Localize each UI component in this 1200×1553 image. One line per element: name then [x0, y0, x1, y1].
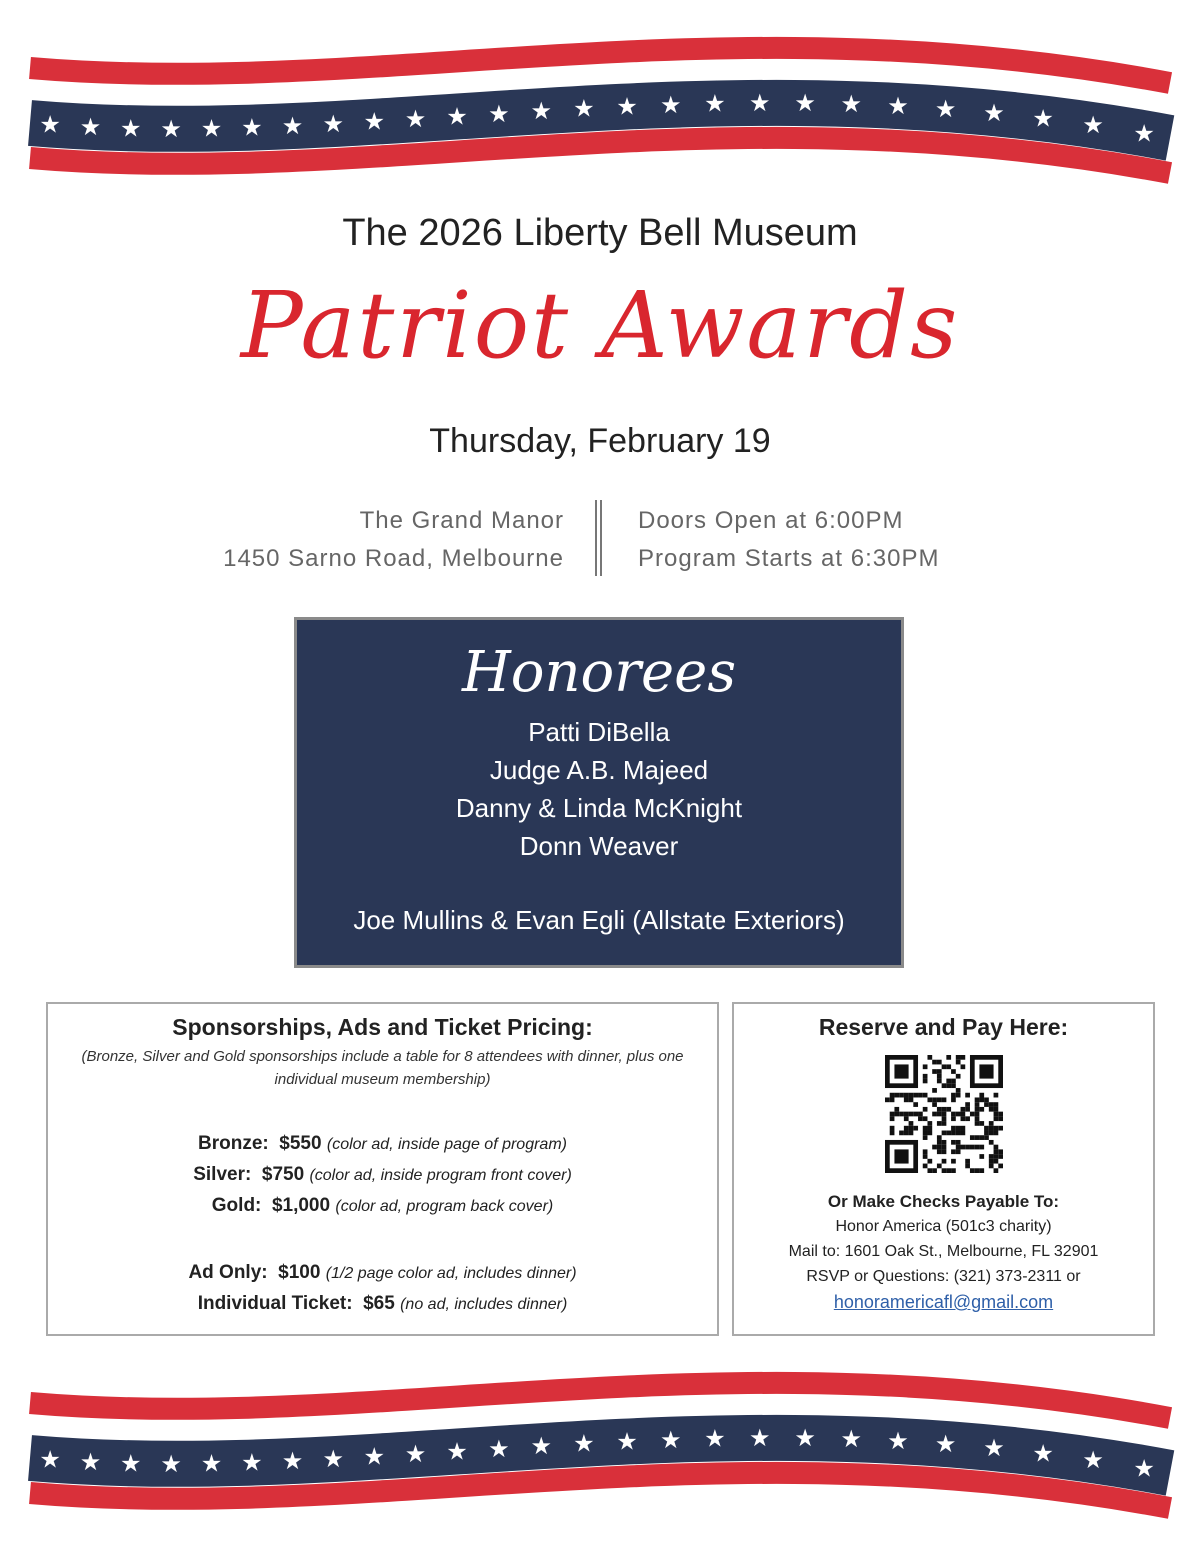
star-icon: ★: [530, 97, 552, 126]
venue-name: The Grand Manor: [359, 507, 564, 534]
email-link[interactable]: honoramericafl@gmail.com: [833, 1292, 1054, 1312]
star-icon: ★: [281, 1447, 304, 1476]
star-icon: ★: [39, 1445, 61, 1474]
event-title: Patriot Awards: [240, 272, 960, 379]
star-icon: ★: [704, 1424, 726, 1453]
star-icon: ★: [794, 1424, 816, 1453]
star-icon: ★: [363, 107, 386, 136]
tier-gold: Gold: $1,000 (color ad, program back cover): [211, 1195, 554, 1216]
star-icon: ★: [241, 113, 263, 142]
star-icon: ★: [573, 1429, 595, 1458]
star-icon: ★: [79, 112, 102, 141]
star-icon: ★: [160, 1449, 182, 1478]
star-icon: ★: [488, 1434, 510, 1463]
honorees-box: [294, 617, 904, 968]
pricing-heading: Sponsorships, Ads and Ticket Pricing:: [172, 1014, 593, 1040]
star-icon: ★: [120, 114, 142, 143]
qr-code[interactable]: [885, 1055, 1003, 1173]
star-icon: ★: [120, 1449, 142, 1478]
honoree-name: Donn Weaver: [519, 831, 679, 861]
star-icon: ★: [446, 102, 468, 131]
star-icon: ★: [887, 91, 909, 120]
star-icon: ★: [659, 1425, 682, 1454]
event-date: Thursday, February 19: [429, 422, 771, 460]
star-icon: ★: [748, 88, 771, 117]
star-icon: ★: [1133, 1454, 1155, 1483]
business-honoree: Joe Mullins & Evan Egli (Allstate Exteriors): [353, 905, 845, 935]
time-info: [638, 502, 939, 578]
red-stripe: [30, 1383, 1170, 1418]
honoree-name: Judge A.B. Majeed: [489, 755, 709, 785]
star-icon: ★: [934, 94, 957, 123]
payee: Honor America (501c3 charity): [835, 1218, 1052, 1235]
honoree-name: Danny & Linda McKnight: [455, 793, 743, 823]
rsvp-phone: RSVP or Questions: (321) 373-2311 or: [806, 1268, 1081, 1285]
star-icon: ★: [446, 1437, 468, 1466]
star-icon: ★: [1032, 104, 1054, 133]
star-icon: ★: [404, 105, 427, 134]
mailing-address: Mail to: 1601 Oak St., Melbourne, FL 32901: [788, 1243, 1099, 1260]
star-icon: ★: [404, 1440, 427, 1469]
star-icon: ★: [748, 1423, 771, 1452]
star-icon: ★: [200, 114, 223, 143]
program-start-time: Program Starts at 6:30PM: [638, 545, 940, 572]
honorees-heading: Honorees: [461, 640, 737, 705]
doors-open-time: Doors Open at 6:00PM: [638, 507, 904, 534]
tier-ad-only: Ad Only: $100 (1/2 page color ad, includes dinner): [188, 1262, 577, 1283]
star-icon: ★: [1082, 111, 1104, 140]
star-icon: ★: [530, 1432, 552, 1461]
pricing-box: [46, 1002, 719, 1336]
star-icon: ★: [160, 114, 182, 143]
star-icon: ★: [1032, 1439, 1054, 1468]
star-icon: ★: [1133, 119, 1155, 148]
checks-heading: Or Make Checks Payable To:: [827, 1192, 1060, 1211]
star-icon: ★: [840, 1425, 863, 1454]
star-icon: ★: [934, 1429, 957, 1458]
star-icon: ★: [840, 90, 863, 119]
event-subtitle: The 2026 Liberty Bell Museum: [342, 212, 858, 254]
reserve-heading: Reserve and Pay Here:: [818, 1014, 1069, 1040]
star-icon: ★: [79, 1447, 102, 1476]
tier-individual-ticket: Individual Ticket: $65 (no ad, includes dinner): [197, 1293, 568, 1314]
tier-bronze: Bronze: $550 (color ad, inside page of program): [198, 1133, 567, 1154]
flag-banner-bottom: [0, 1335, 1200, 1535]
star-icon: ★: [363, 1442, 386, 1471]
star-icon: ★: [659, 90, 682, 119]
star-icon: ★: [488, 99, 510, 128]
venue-info: [223, 502, 564, 578]
star-icon: ★: [983, 98, 1005, 127]
star-icon: ★: [616, 92, 638, 121]
star-icon: ★: [39, 110, 61, 139]
star-icon: ★: [1082, 1446, 1104, 1475]
reserve-box: [732, 1002, 1155, 1336]
star-icon: ★: [281, 112, 304, 141]
pricing-note: (Bronze, Silver and Gold sponsorships include a table for 8 attendees with dinner, plus one individual museum membership): [81, 1048, 684, 1088]
star-icon: ★: [322, 110, 345, 139]
star-icon: ★: [983, 1433, 1005, 1462]
honoree-name: Patti DiBella: [528, 717, 670, 747]
star-icon: ★: [200, 1449, 223, 1478]
divider: [595, 500, 602, 576]
star-icon: ★: [704, 89, 726, 118]
star-icon: ★: [616, 1427, 638, 1456]
star-icon: ★: [322, 1445, 345, 1474]
star-icon: ★: [573, 94, 595, 123]
star-icon: ★: [887, 1426, 909, 1455]
star-icon: ★: [794, 89, 816, 118]
red-stripe: [30, 48, 1170, 83]
star-icon: ★: [241, 1448, 263, 1477]
flag-banner-top: [0, 0, 1200, 200]
venue-address: 1450 Sarno Road, Melbourne: [223, 545, 564, 572]
tier-silver: Silver: $750 (color ad, inside program front cover): [193, 1164, 572, 1185]
